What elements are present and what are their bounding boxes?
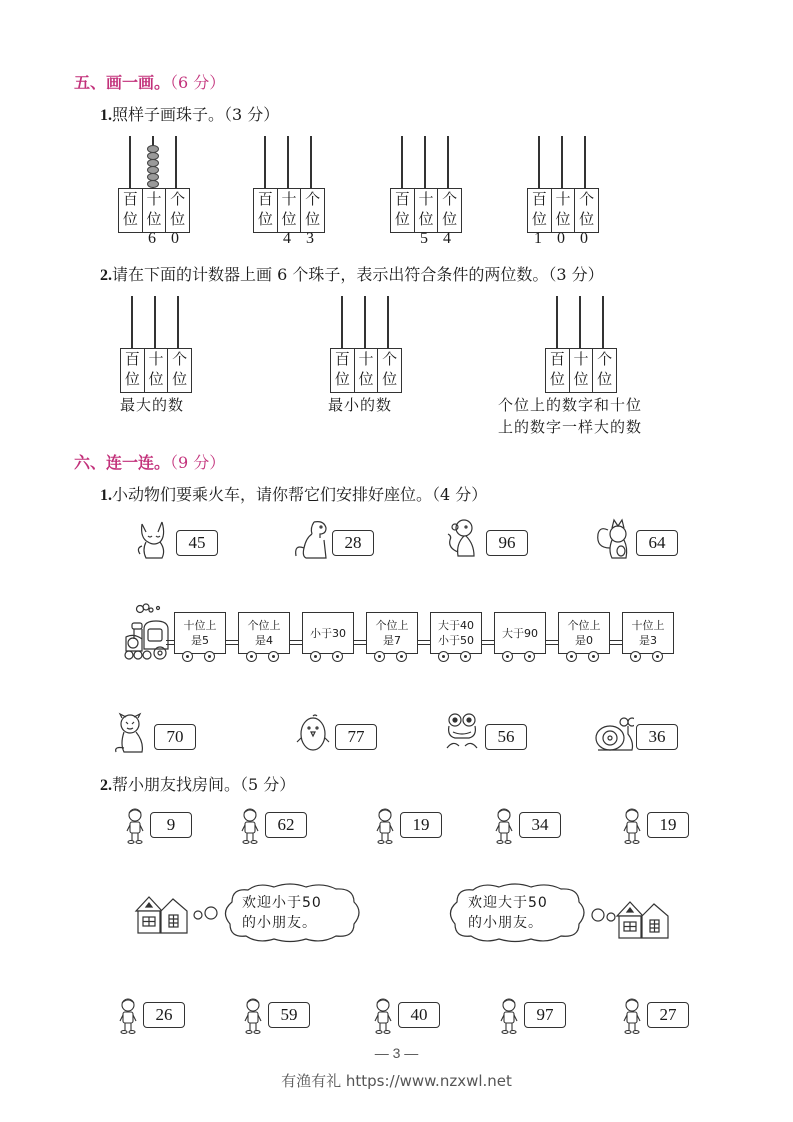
squirrel-icon <box>594 518 634 562</box>
wheel-icon <box>460 651 471 662</box>
animal-number-box[interactable]: 28 <box>332 530 374 556</box>
train-car-line: 是5 <box>191 634 209 647</box>
train-car-label <box>438 618 474 648</box>
train-car-line: 个位上 <box>567 619 601 632</box>
train-car-label <box>568 618 601 648</box>
question-number: 1. <box>100 487 112 504</box>
thought-dots-icon <box>587 905 617 925</box>
question-text: 照样子画珠子。（3 分） <box>112 105 280 124</box>
house-icon <box>614 898 672 940</box>
place-label: 十位 <box>145 349 169 392</box>
wheel-icon <box>310 651 321 662</box>
abacus-rod[interactable] <box>387 296 389 348</box>
train-car[interactable] <box>238 612 290 654</box>
train-car-line: 个位上 <box>247 619 281 632</box>
question-number: 1. <box>100 107 112 124</box>
section-6-points: （9 分） <box>170 453 226 472</box>
wheel-icon <box>396 651 407 662</box>
abacus-base <box>390 188 462 233</box>
child-icon <box>240 807 260 845</box>
child-number-box[interactable]: 9 <box>150 812 192 838</box>
wheel-icon <box>332 651 343 662</box>
digit-label: 1 <box>534 230 542 247</box>
coupler <box>166 640 174 645</box>
section-5-title <box>74 70 225 93</box>
train-car-label <box>502 626 538 641</box>
bead <box>147 180 159 188</box>
place-label: 个位 <box>382 350 398 388</box>
abacus-rod[interactable] <box>556 296 558 348</box>
train-car[interactable] <box>366 612 418 654</box>
section-6-title <box>74 450 225 473</box>
train-car[interactable] <box>494 612 546 654</box>
train-car[interactable] <box>558 612 610 654</box>
train-car-line: 大于40 <box>438 619 474 632</box>
tiger-icon <box>112 712 152 756</box>
bead <box>147 159 159 167</box>
wheel-icon <box>374 651 385 662</box>
child-icon <box>243 997 263 1035</box>
bead <box>147 145 159 153</box>
place-label: 百位 <box>391 189 415 232</box>
child-icon <box>373 997 393 1035</box>
animal-number-box[interactable]: 56 <box>485 724 527 750</box>
abacus-rod[interactable] <box>177 296 179 348</box>
train-car-line: 是4 <box>255 634 273 647</box>
house-icon <box>133 893 191 935</box>
abacus[interactable] <box>253 136 325 236</box>
place-label: 个位 <box>305 190 321 228</box>
train-car[interactable] <box>622 612 674 654</box>
child-number-box[interactable]: 19 <box>647 812 689 838</box>
train-car-line: 小于50 <box>438 634 474 647</box>
place-label: 百位 <box>254 189 278 232</box>
digit-label: 0 <box>171 230 179 247</box>
coupler <box>354 640 366 645</box>
abacus-rod[interactable] <box>401 136 403 188</box>
frog-icon <box>443 712 483 756</box>
abacus-rod[interactable] <box>341 296 343 348</box>
child-icon <box>375 807 395 845</box>
house-left-line1: 欢迎小于50 <box>242 895 322 911</box>
place-label: 十位 <box>355 349 379 392</box>
coupler <box>226 640 238 645</box>
place-label: 个位 <box>172 350 188 388</box>
animal-number-box[interactable]: 70 <box>154 724 196 750</box>
wheel-icon <box>566 651 577 662</box>
train-car-label <box>632 618 665 648</box>
abacus[interactable] <box>330 296 402 396</box>
abacus-base <box>253 188 325 233</box>
wheel-icon <box>182 651 193 662</box>
abacus-base <box>545 348 617 393</box>
train-car-label <box>248 618 281 648</box>
train-car[interactable] <box>302 612 354 654</box>
place-label: 百位 <box>119 189 143 232</box>
child-number-box[interactable]: 59 <box>268 1002 310 1028</box>
abacus-base <box>330 348 402 393</box>
abacus[interactable] <box>545 296 617 396</box>
coupler <box>610 640 622 645</box>
snail-icon <box>594 712 634 756</box>
train-car[interactable] <box>174 612 226 654</box>
animal-number-box[interactable]: 45 <box>176 530 218 556</box>
train-car-label <box>310 626 346 641</box>
question-text: 请在下面的计数器上画 6 个珠子，表示出符合条件的两位数。（3 分） <box>112 265 604 284</box>
wheel-icon <box>652 651 663 662</box>
animal-number-box[interactable]: 64 <box>636 530 678 556</box>
child-number-box[interactable]: 26 <box>143 1002 185 1028</box>
place-label: 个位 <box>597 350 613 388</box>
bead <box>147 152 159 160</box>
place-label: 十位 <box>552 189 576 232</box>
digit-label: 6 <box>148 230 156 247</box>
wheel-icon <box>524 651 535 662</box>
bead <box>147 166 159 174</box>
caption-line: 个位上的数字和十位 <box>498 396 643 414</box>
train-car-label <box>184 618 217 648</box>
wheel-icon <box>268 651 279 662</box>
place-label: 十位 <box>415 189 439 232</box>
place-label: 十位 <box>278 189 302 232</box>
abacus[interactable] <box>118 136 190 236</box>
question-6-2 <box>100 772 295 795</box>
coupler <box>418 640 430 645</box>
child-number-box[interactable]: 40 <box>398 1002 440 1028</box>
abacus-rod[interactable] <box>129 136 131 188</box>
wheel-icon <box>502 651 513 662</box>
abacus-caption <box>120 394 184 416</box>
abacus-caption <box>498 394 642 438</box>
child-number-box[interactable]: 19 <box>400 812 442 838</box>
abacus[interactable] <box>390 136 462 236</box>
question-text: 帮小朋友找房间。（5 分） <box>112 775 296 794</box>
coupler <box>546 640 558 645</box>
section-6-title-text: 六、连一连。 <box>74 453 171 472</box>
wheel-icon <box>246 651 257 662</box>
place-label: 十位 <box>143 189 167 232</box>
abacus-rod[interactable] <box>264 136 266 188</box>
train-car-line: 是3 <box>639 634 657 647</box>
caption-line: 最小的数 <box>328 396 393 414</box>
wheel-icon <box>204 651 215 662</box>
coupler <box>290 640 302 645</box>
abacus-rod[interactable] <box>584 136 586 188</box>
digit-label: 4 <box>283 230 291 247</box>
digit-label: 0 <box>557 230 565 247</box>
question-number: 2. <box>100 777 112 794</box>
place-label: 百位 <box>528 189 552 232</box>
child-number-box[interactable]: 62 <box>265 812 307 838</box>
locomotive-icon <box>120 603 172 663</box>
digit-label: 0 <box>580 230 588 247</box>
child-icon <box>499 997 519 1035</box>
fox-icon <box>134 518 174 562</box>
house-left-line2: 的小朋友。 <box>242 915 317 931</box>
train-car-line: 是0 <box>575 634 593 647</box>
wheel-icon <box>630 651 641 662</box>
monkey-icon <box>444 518 484 562</box>
abacus-caption <box>328 394 392 416</box>
child-number-box[interactable]: 27 <box>647 1002 689 1028</box>
watermark: 有渔有礼 https://www.nzxwl.net <box>281 1072 512 1090</box>
place-label: 百位 <box>121 349 145 392</box>
child-icon <box>494 807 514 845</box>
train-car-line: 十位上 <box>183 619 217 632</box>
dog-icon <box>290 518 330 562</box>
place-label: 个位 <box>579 190 595 228</box>
place-label: 百位 <box>546 349 570 392</box>
train-car[interactable] <box>430 612 482 654</box>
digit-label: 5 <box>420 230 428 247</box>
question-6-1 <box>100 482 487 505</box>
digit-label: 4 <box>443 230 451 247</box>
abacus-rod[interactable] <box>579 296 581 348</box>
abacus-rod[interactable] <box>602 296 604 348</box>
question-5-2 <box>100 262 604 285</box>
abacus[interactable] <box>527 136 599 236</box>
abacus-rod[interactable] <box>175 136 177 188</box>
train-car-line: 是7 <box>383 634 401 647</box>
animal-number-box[interactable]: 77 <box>335 724 377 750</box>
bead <box>147 173 159 181</box>
train-car-label <box>376 618 409 648</box>
place-label: 个位 <box>442 190 458 228</box>
animal-number-box[interactable]: 96 <box>486 530 528 556</box>
abacus-rod[interactable] <box>364 296 366 348</box>
wheel-icon <box>438 651 449 662</box>
section-5-points: （6 分） <box>170 73 226 92</box>
place-label: 十位 <box>570 349 594 392</box>
child-icon <box>622 997 642 1035</box>
abacus-base <box>118 188 190 233</box>
abacus-rod[interactable] <box>310 136 312 188</box>
abacus-base <box>527 188 599 233</box>
abacus-rod[interactable] <box>561 136 563 188</box>
abacus-rod[interactable] <box>131 296 133 348</box>
abacus-rod[interactable] <box>538 136 540 188</box>
section-5-title-text: 五、画一画。 <box>74 73 171 92</box>
digit-label: 3 <box>306 230 314 247</box>
train-car-line: 大于90 <box>502 626 538 640</box>
house-left-label <box>242 893 322 933</box>
abacus-base <box>120 348 192 393</box>
train-car-line: 十位上 <box>631 619 665 632</box>
house-right-line2: 的小朋友。 <box>468 915 543 931</box>
place-label: 个位 <box>170 190 186 228</box>
animal-number-box[interactable]: 36 <box>636 724 678 750</box>
coupler <box>482 640 494 645</box>
abacus-rod[interactable] <box>424 136 426 188</box>
train-car-line: 小于30 <box>310 626 346 640</box>
abacus-rod[interactable] <box>154 296 156 348</box>
page-number: — 3 — <box>374 1045 419 1061</box>
caption-line: 最大的数 <box>120 396 185 414</box>
train-car-line: 个位上 <box>375 619 409 632</box>
house-right-line1: 欢迎大于50 <box>468 895 548 911</box>
child-icon <box>622 807 642 845</box>
question-text: 小动物们要乘火车，请你帮它们安排好座位。（4 分） <box>112 485 488 504</box>
child-icon <box>118 997 138 1035</box>
abacus-rod[interactable] <box>287 136 289 188</box>
house-right-label <box>468 893 548 933</box>
question-number: 2. <box>100 267 112 284</box>
child-number-box[interactable]: 97 <box>524 1002 566 1028</box>
abacus[interactable] <box>120 296 192 396</box>
abacus-rod[interactable] <box>447 136 449 188</box>
place-label: 百位 <box>331 349 355 392</box>
question-5-1 <box>100 102 279 125</box>
chick-icon <box>293 712 333 756</box>
child-icon <box>125 807 145 845</box>
caption-line: 上的数字一样大的数 <box>498 418 643 436</box>
child-number-box[interactable]: 34 <box>519 812 561 838</box>
wheel-icon <box>588 651 599 662</box>
